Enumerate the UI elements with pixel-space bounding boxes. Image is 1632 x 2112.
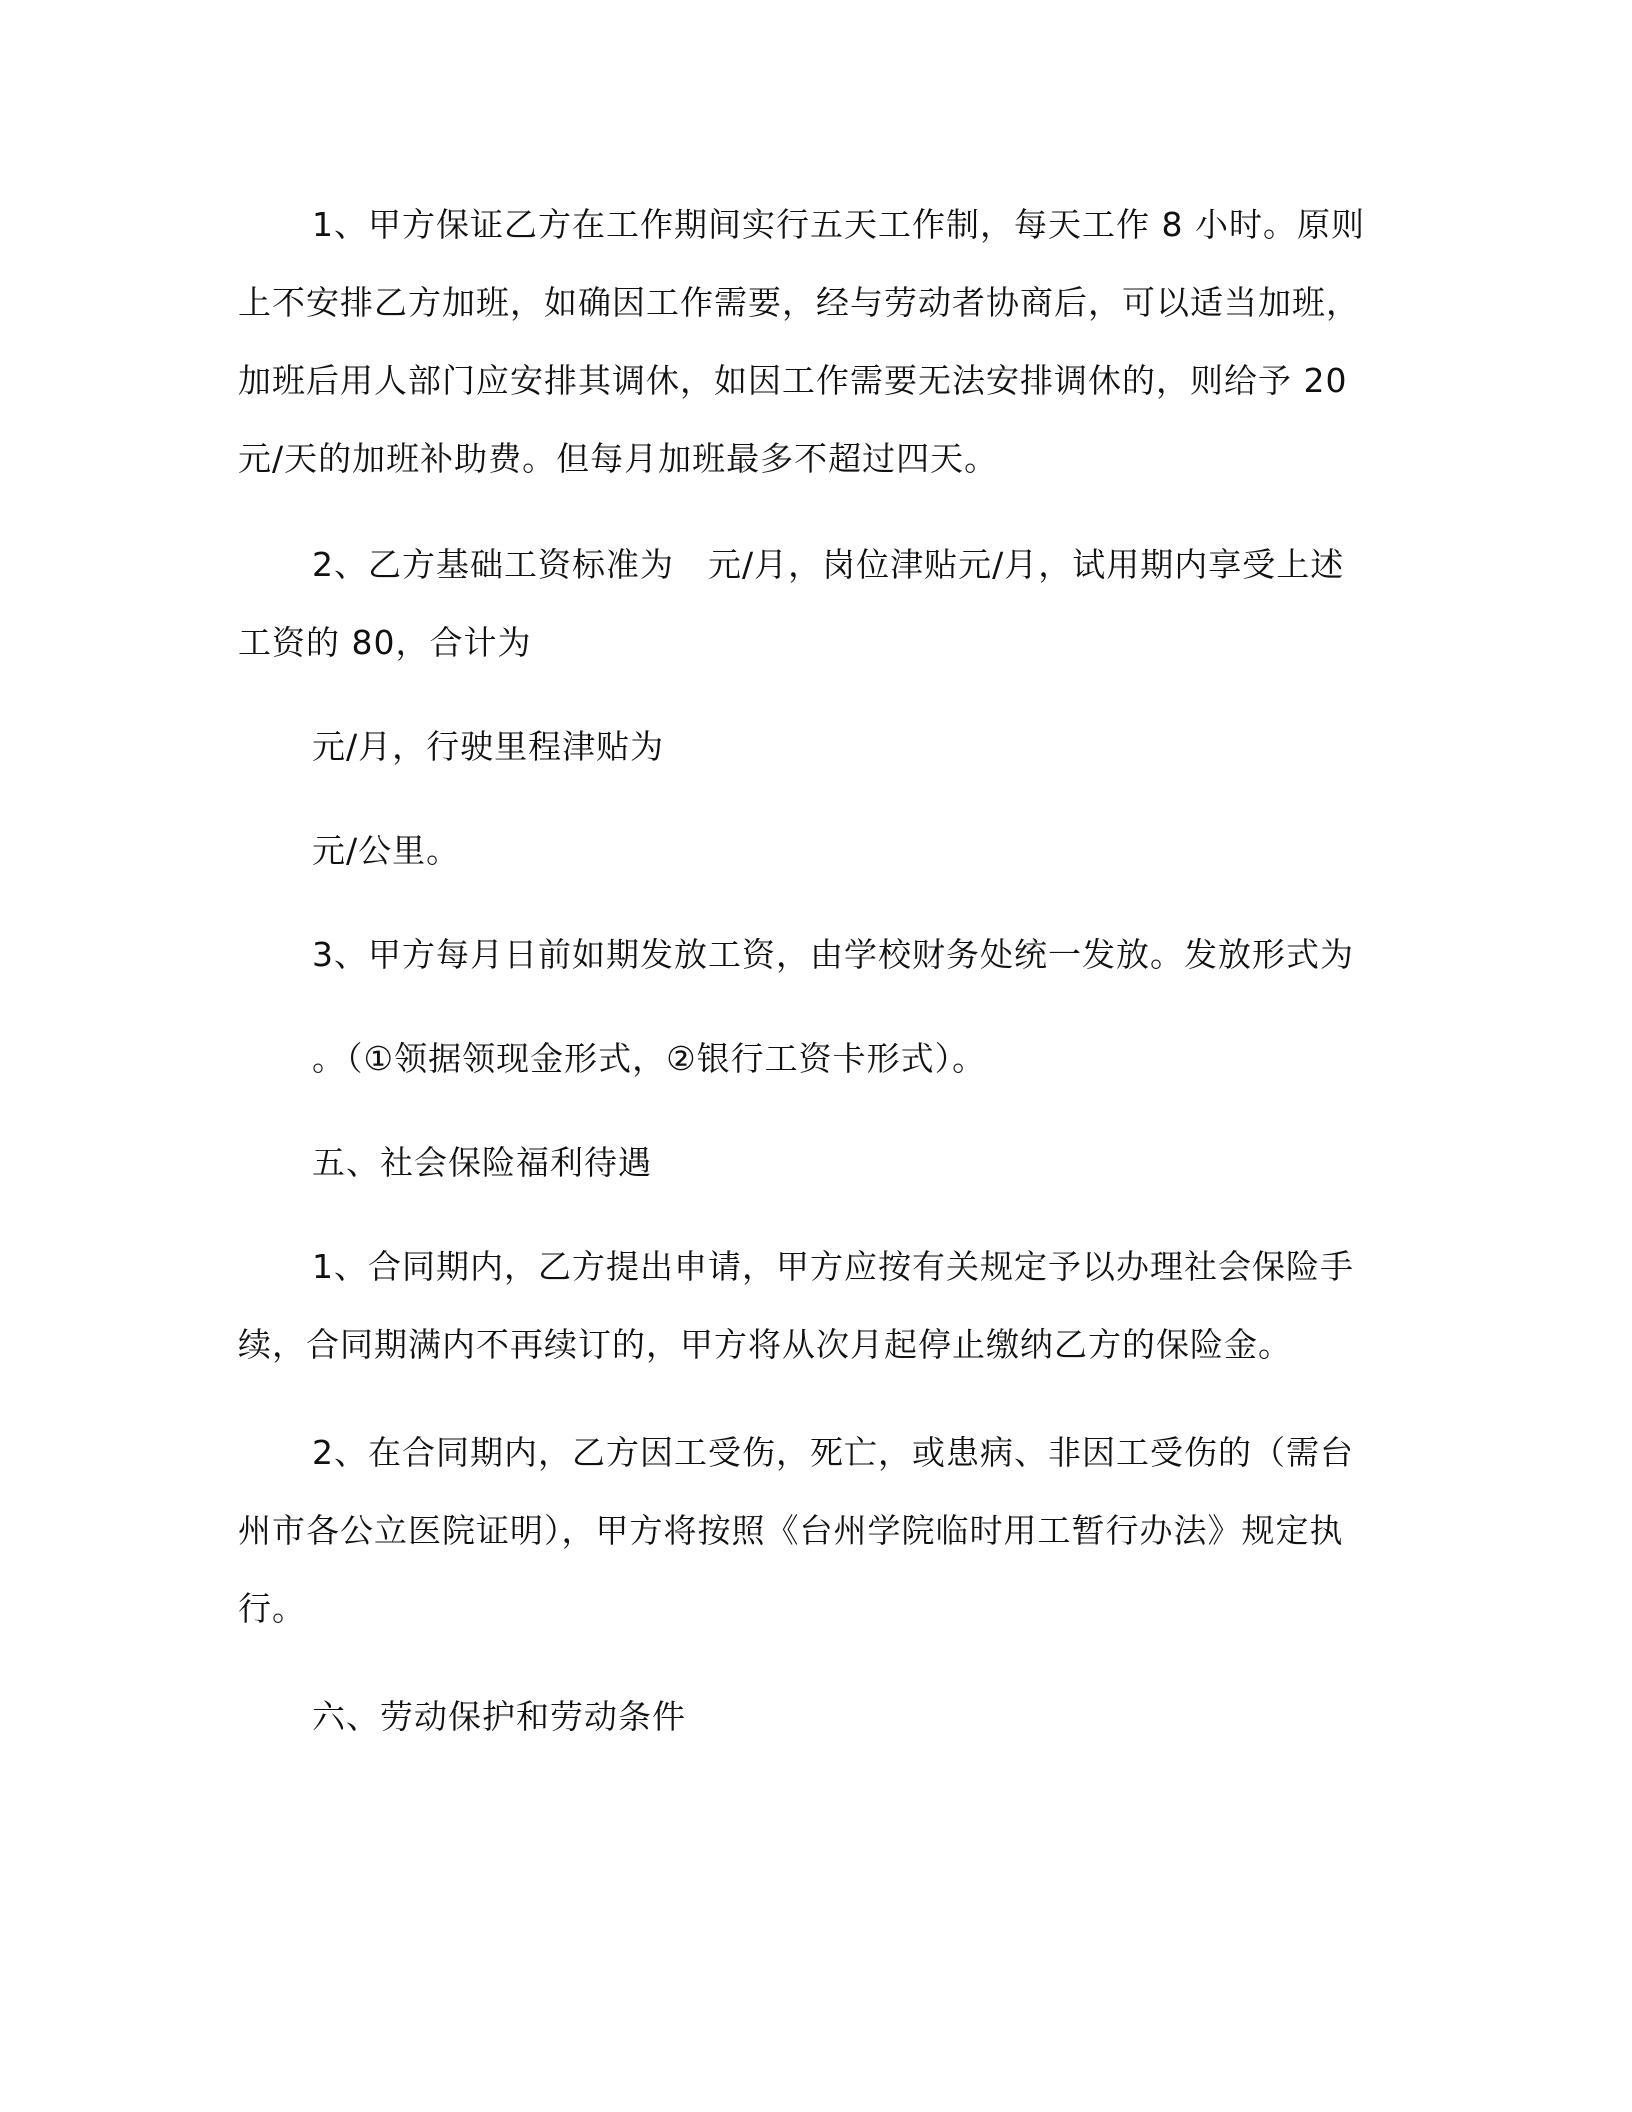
paragraph-insurance-application: 1、合同期内，乙方提出申请，甲方应按有关规定予以办理社会保险手续，合同期满内不再续订的，甲方将从次月起停止缴纳乙方的保险金。 (238, 1247, 1354, 1364)
paragraph-base-salary: 2、乙方基础工资标准为 元/月，岗位津贴元/月，试用期内享受上述工资的 80，合计为 (238, 545, 1345, 662)
document-body (238, 186, 1378, 1756)
paragraph-payment: 3、甲方每月日前如期发放工资，由学校财务处统一发放。发放形式为 (312, 935, 1354, 974)
section-heading-social-insurance: 五、社会保险福利待遇 (312, 1143, 652, 1182)
paragraph-mileage-allowance: 元/月，行驶里程津贴为 (312, 727, 665, 766)
paragraph-injury: 2、在合同期内，乙方因工受伤，死亡，或患病、非因工受伤的（需台州市各公立医院证明），甲方将按照《台州学院临时用工暂行办法》规定执行。 (238, 1433, 1354, 1628)
paragraph-per-km: 元/公里。 (312, 831, 461, 870)
section-heading-labor-protection: 六、劳动保护和劳动条件 (312, 1697, 686, 1736)
paragraph-work-hours: 1、甲方保证乙方在工作期间实行五天工作制，每天工作 8 小时。原则上不安排乙方加班，如确因工作需要，经与劳动者协商后，可以适当加班，加班后用人部门应安排其调休，如因工作需要无法安排调休的，则给予 20 元/天的加班补助费。但每月加班最多不超过四天。 (238, 205, 1365, 478)
paragraph-payment-options: 。（①领据领现金形式，②银行工资卡形式）。 (312, 1039, 987, 1078)
